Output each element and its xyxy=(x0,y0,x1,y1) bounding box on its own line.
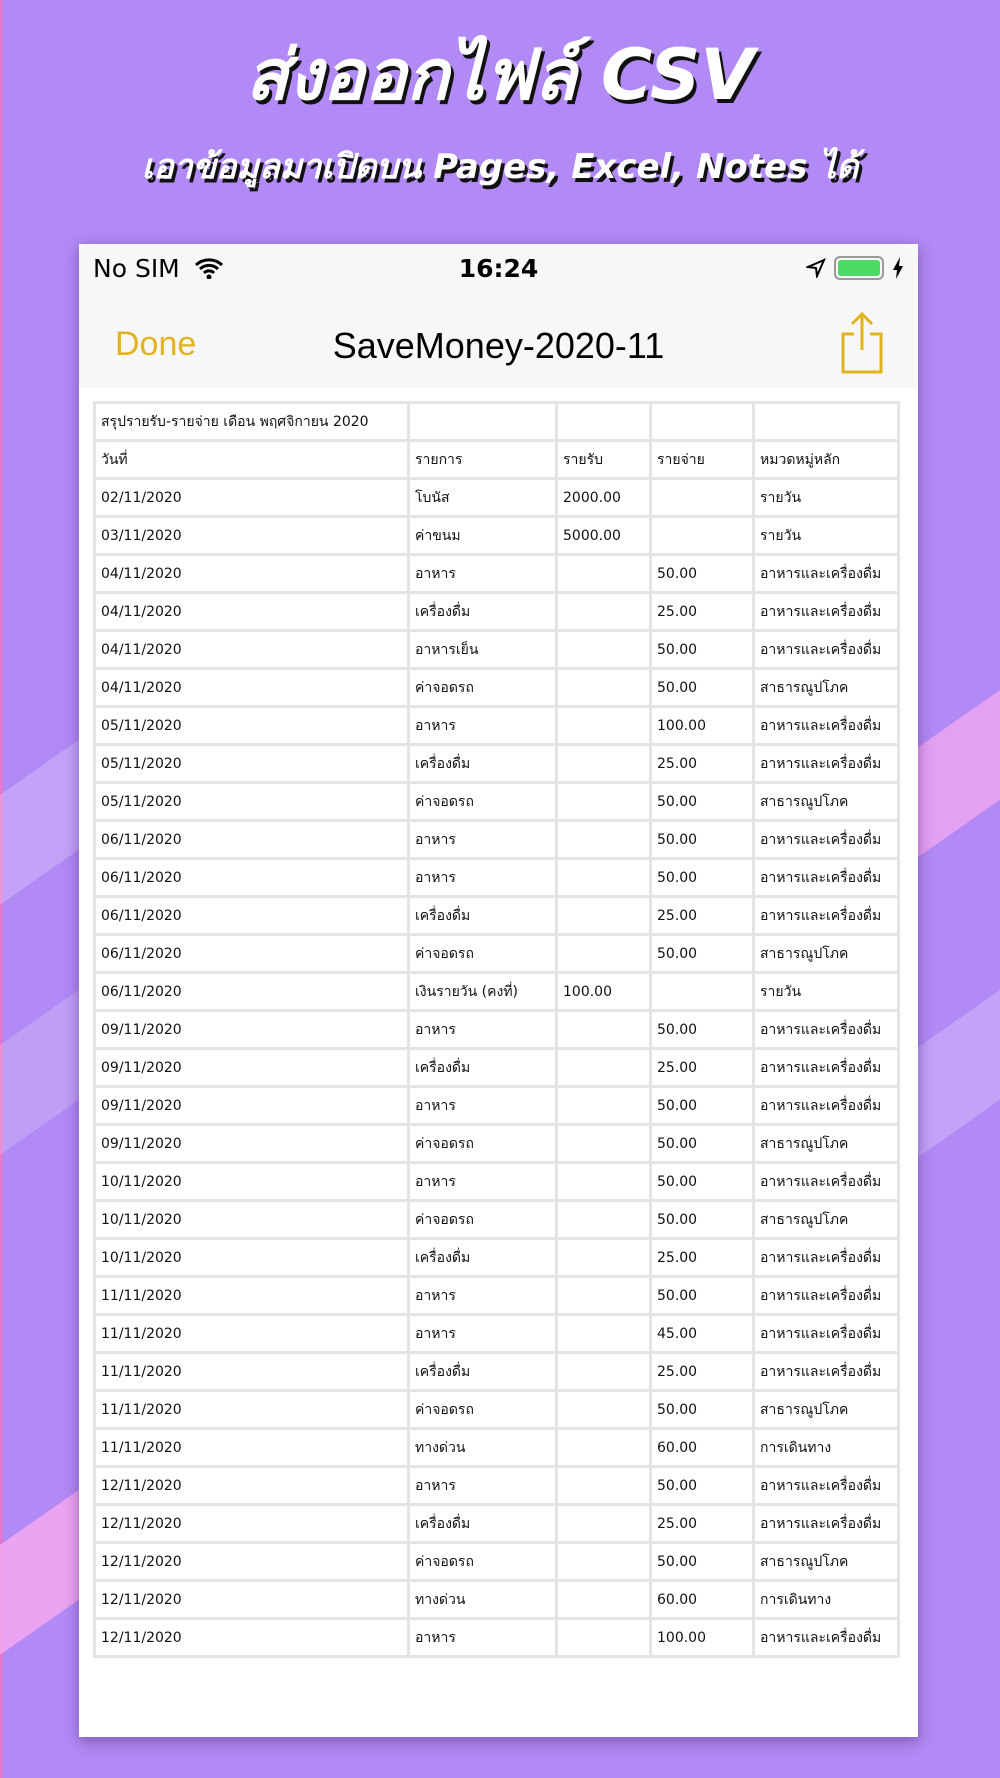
table-cell: เครื่องดื่ม xyxy=(409,745,557,783)
table-cell xyxy=(651,479,754,517)
table-cell: 06/11/2020 xyxy=(95,935,409,973)
table-cell: อาหารและเครื่องดื่ม xyxy=(754,631,899,669)
table-row xyxy=(95,783,899,821)
table-cell: เครื่องดื่ม xyxy=(409,593,557,631)
table-cell xyxy=(557,897,651,935)
table-cell: 12/11/2020 xyxy=(95,1505,409,1543)
table-row xyxy=(95,1429,899,1467)
table-cell: สาธารณูปโภค xyxy=(754,1543,899,1581)
table-cell: 09/11/2020 xyxy=(95,1011,409,1049)
table-cell: อาหาร xyxy=(409,1619,557,1657)
table-cell: อาหารและเครื่องดื่ม xyxy=(754,1087,899,1125)
table-cell: การเดินทาง xyxy=(754,1581,899,1619)
table-cell: รายจ่าย xyxy=(651,441,754,479)
table-cell: 25.00 xyxy=(651,1353,754,1391)
table-cell xyxy=(557,1087,651,1125)
table-cell: 25.00 xyxy=(651,1049,754,1087)
table-cell: ทางด่วน xyxy=(409,1581,557,1619)
battery-icon xyxy=(834,256,884,280)
table-cell: ค่าจอดรถ xyxy=(409,1543,557,1581)
table-cell: 50.00 xyxy=(651,1391,754,1429)
table-cell xyxy=(651,973,754,1011)
table-cell: 100.00 xyxy=(651,707,754,745)
table-cell: อาหารและเครื่องดื่ม xyxy=(754,1239,899,1277)
csv-table xyxy=(93,401,900,1658)
table-row xyxy=(95,745,899,783)
table-cell xyxy=(557,1201,651,1239)
table-cell xyxy=(557,783,651,821)
table-cell: 25.00 xyxy=(651,745,754,783)
table-cell xyxy=(557,1391,651,1429)
table-cell xyxy=(557,555,651,593)
table-cell xyxy=(557,935,651,973)
table-cell: อาหารและเครื่องดื่ม xyxy=(754,1011,899,1049)
table-cell: อาหารและเครื่องดื่ม xyxy=(754,1619,899,1657)
table-cell xyxy=(557,1011,651,1049)
table-cell: 2000.00 xyxy=(557,479,651,517)
table-cell: อาหารและเครื่องดื่ม xyxy=(754,1163,899,1201)
table-row xyxy=(95,631,899,669)
table-cell: 5000.00 xyxy=(557,517,651,555)
table-cell: รายวัน xyxy=(754,479,899,517)
table-cell xyxy=(557,859,651,897)
table-cell xyxy=(557,745,651,783)
table-cell: 11/11/2020 xyxy=(95,1429,409,1467)
table-row xyxy=(95,555,899,593)
table-cell: 25.00 xyxy=(651,897,754,935)
table-row xyxy=(95,973,899,1011)
nav-bar xyxy=(79,300,918,388)
table-row xyxy=(95,1201,899,1239)
table-cell: 06/11/2020 xyxy=(95,897,409,935)
table-cell: เงินรายวัน (คงที่) xyxy=(409,973,557,1011)
table-row xyxy=(95,1315,899,1353)
table-row xyxy=(95,1581,899,1619)
table-cell xyxy=(557,1429,651,1467)
table-row xyxy=(95,1619,899,1657)
table-cell: 50.00 xyxy=(651,1543,754,1581)
table-row xyxy=(95,897,899,935)
table-cell xyxy=(557,593,651,631)
table-cell xyxy=(557,1277,651,1315)
table-cell: สาธารณูปโภค xyxy=(754,1125,899,1163)
table-cell: 50.00 xyxy=(651,935,754,973)
table-cell xyxy=(557,707,651,745)
table-cell xyxy=(557,1543,651,1581)
table-row xyxy=(95,935,899,973)
table-row xyxy=(95,1239,899,1277)
table-cell: 09/11/2020 xyxy=(95,1125,409,1163)
table-cell: หมวดหมู่หลัก xyxy=(754,441,899,479)
table-cell: ค่าจอดรถ xyxy=(409,1201,557,1239)
document-title: SaveMoney-2020-11 xyxy=(332,325,665,366)
table-cell: อาหาร xyxy=(409,707,557,745)
table-cell: ทางด่วน xyxy=(409,1429,557,1467)
table-cell: อาหาร xyxy=(409,1011,557,1049)
table-cell xyxy=(557,1505,651,1543)
table-cell: อาหาร xyxy=(409,555,557,593)
table-row xyxy=(95,707,899,745)
table-cell: ค่าจอดรถ xyxy=(409,935,557,973)
table-header-row xyxy=(95,441,899,479)
carrier-label: No SIM xyxy=(93,254,180,283)
table-cell xyxy=(557,1049,651,1087)
table-cell: 25.00 xyxy=(651,593,754,631)
table-cell: อาหาร xyxy=(409,1277,557,1315)
table-cell: อาหาร xyxy=(409,1315,557,1353)
banner-title: ส่งออกไฟล์ CSV xyxy=(245,34,755,116)
table-cell: 45.00 xyxy=(651,1315,754,1353)
table-cell: สาธารณูปโภค xyxy=(754,935,899,973)
table-cell: รายรับ xyxy=(557,441,651,479)
table-cell: ค่าจอดรถ xyxy=(409,669,557,707)
table-cell: 10/11/2020 xyxy=(95,1239,409,1277)
table-cell: 04/11/2020 xyxy=(95,631,409,669)
table-row xyxy=(95,1543,899,1581)
table-cell xyxy=(651,403,754,441)
table-cell xyxy=(557,1315,651,1353)
table-row xyxy=(95,1391,899,1429)
table-cell: เครื่องดื่ม xyxy=(409,1239,557,1277)
table-cell: ค่าจอดรถ xyxy=(409,783,557,821)
table-cell: อาหารและเครื่องดื่ม xyxy=(754,555,899,593)
carrier xyxy=(93,254,224,283)
table-cell: 50.00 xyxy=(651,1277,754,1315)
table-row xyxy=(95,669,899,707)
table-cell: 12/11/2020 xyxy=(95,1543,409,1581)
table-cell: อาหารและเครื่องดื่ม xyxy=(754,897,899,935)
table-cell xyxy=(557,1581,651,1619)
table-cell: 50.00 xyxy=(651,669,754,707)
table-cell: 25.00 xyxy=(651,1505,754,1543)
table-cell: ค่าขนม xyxy=(409,517,557,555)
table-row xyxy=(95,859,899,897)
table-cell: 50.00 xyxy=(651,1125,754,1163)
table-cell: อาหาร xyxy=(409,859,557,897)
table-cell: 10/11/2020 xyxy=(95,1201,409,1239)
table-cell: 60.00 xyxy=(651,1429,754,1467)
table-cell xyxy=(651,517,754,555)
table-cell: สาธารณูปโภค xyxy=(754,669,899,707)
table-cell: สาธารณูปโภค xyxy=(754,783,899,821)
table-cell: 06/11/2020 xyxy=(95,821,409,859)
table-cell: ค่าจอดรถ xyxy=(409,1391,557,1429)
table-cell: 50.00 xyxy=(651,821,754,859)
table-cell: วันที่ xyxy=(95,441,409,479)
table-cell: เครื่องดื่ม xyxy=(409,1049,557,1087)
table-cell: 100.00 xyxy=(651,1619,754,1657)
table-cell: 03/11/2020 xyxy=(95,517,409,555)
table-cell: อาหาร xyxy=(409,821,557,859)
table-row xyxy=(95,1467,899,1505)
table-cell: 05/11/2020 xyxy=(95,745,409,783)
table-cell: สาธารณูปโภค xyxy=(754,1201,899,1239)
wifi-icon xyxy=(194,257,224,279)
table-cell: อาหารและเครื่องดื่ม xyxy=(754,821,899,859)
table-row xyxy=(95,1125,899,1163)
table-cell: 12/11/2020 xyxy=(95,1467,409,1505)
table-cell xyxy=(557,1619,651,1657)
table-cell: 50.00 xyxy=(651,1467,754,1505)
table-cell: 100.00 xyxy=(557,973,651,1011)
table-cell: รายวัน xyxy=(754,973,899,1011)
table-cell xyxy=(557,403,651,441)
table-cell: อาหาร xyxy=(409,1163,557,1201)
table-cell xyxy=(557,669,651,707)
table-row xyxy=(95,479,899,517)
table-cell: อาหารและเครื่องดื่ม xyxy=(754,859,899,897)
table-cell: 06/11/2020 xyxy=(95,973,409,1011)
table-cell: 04/11/2020 xyxy=(95,593,409,631)
table-cell: อาหารและเครื่องดื่ม xyxy=(754,1315,899,1353)
table-cell: โบนัส xyxy=(409,479,557,517)
location-icon xyxy=(806,258,826,278)
table-cell: 50.00 xyxy=(651,555,754,593)
table-cell: เครื่องดื่ม xyxy=(409,1505,557,1543)
table-cell: 60.00 xyxy=(651,1581,754,1619)
table-cell: 04/11/2020 xyxy=(95,669,409,707)
table-cell xyxy=(557,1239,651,1277)
table-cell: 50.00 xyxy=(651,783,754,821)
table-cell: 06/11/2020 xyxy=(95,859,409,897)
table-cell: การเดินทาง xyxy=(754,1429,899,1467)
table-cell: สรุปรายรับ-รายจ่าย เดือน พฤศจิกายน 2020 xyxy=(95,403,409,441)
charging-icon xyxy=(892,257,904,279)
table-cell: 50.00 xyxy=(651,859,754,897)
table-cell xyxy=(557,1467,651,1505)
table-row xyxy=(95,1049,899,1087)
table-cell: 50.00 xyxy=(651,1163,754,1201)
table-cell: 11/11/2020 xyxy=(95,1353,409,1391)
table-cell: 11/11/2020 xyxy=(95,1391,409,1429)
table-row xyxy=(95,1353,899,1391)
table-cell: อาหารและเครื่องดื่ม xyxy=(754,745,899,783)
table-cell xyxy=(754,403,899,441)
table-cell: 02/11/2020 xyxy=(95,479,409,517)
table-cell: สาธารณูปโภค xyxy=(754,1391,899,1429)
table-row xyxy=(95,1011,899,1049)
status-bar xyxy=(79,244,918,300)
table-cell: 09/11/2020 xyxy=(95,1087,409,1125)
table-cell: 04/11/2020 xyxy=(95,555,409,593)
table-cell: รายการ xyxy=(409,441,557,479)
banner-subtitle: เอาข้อมูลมาเปิดบน Pages, Excel, Notes ได้ xyxy=(141,147,859,187)
table-row xyxy=(95,821,899,859)
table-row xyxy=(95,1277,899,1315)
table-cell: 09/11/2020 xyxy=(95,1049,409,1087)
table-cell xyxy=(409,403,557,441)
done-button[interactable]: Done xyxy=(115,325,197,363)
table-cell: อาหารและเครื่องดื่ม xyxy=(754,1505,899,1543)
table-cell: ค่าจอดรถ xyxy=(409,1125,557,1163)
table-cell: เครื่องดื่ม xyxy=(409,1353,557,1391)
table-cell: 50.00 xyxy=(651,1087,754,1125)
table-cell: อาหารเย็น xyxy=(409,631,557,669)
phone-screen xyxy=(79,244,918,1737)
table-row xyxy=(95,1505,899,1543)
table-row xyxy=(95,517,899,555)
table-cell: 12/11/2020 xyxy=(95,1619,409,1657)
table-cell xyxy=(557,1353,651,1391)
table-cell: 11/11/2020 xyxy=(95,1315,409,1353)
table-cell: 05/11/2020 xyxy=(95,783,409,821)
table-cell xyxy=(557,821,651,859)
table-cell: อาหารและเครื่องดื่ม xyxy=(754,1277,899,1315)
table-cell: 25.00 xyxy=(651,1239,754,1277)
table-cell: อาหารและเครื่องดื่ม xyxy=(754,593,899,631)
table-title-row xyxy=(95,403,899,441)
table-cell: อาหาร xyxy=(409,1087,557,1125)
table-cell: 05/11/2020 xyxy=(95,707,409,745)
table-cell: 50.00 xyxy=(651,1201,754,1239)
table-cell: อาหาร xyxy=(409,1467,557,1505)
table-cell: เครื่องดื่ม xyxy=(409,897,557,935)
table-cell: 50.00 xyxy=(651,1011,754,1049)
table-cell: อาหารและเครื่องดื่ม xyxy=(754,1353,899,1391)
share-icon[interactable] xyxy=(840,312,884,374)
table-cell xyxy=(557,631,651,669)
table-row xyxy=(95,1087,899,1125)
table-cell: 12/11/2020 xyxy=(95,1581,409,1619)
table-cell xyxy=(557,1163,651,1201)
table-cell: 10/11/2020 xyxy=(95,1163,409,1201)
table-cell: อาหารและเครื่องดื่ม xyxy=(754,707,899,745)
table-row xyxy=(95,1163,899,1201)
clock: 16:24 xyxy=(458,254,539,283)
table-cell: รายวัน xyxy=(754,517,899,555)
table-cell: 11/11/2020 xyxy=(95,1277,409,1315)
table-cell: อาหารและเครื่องดื่ม xyxy=(754,1467,899,1505)
table-row xyxy=(95,593,899,631)
table-cell: อาหารและเครื่องดื่ม xyxy=(754,1049,899,1087)
table-cell: 50.00 xyxy=(651,631,754,669)
table-cell xyxy=(557,1125,651,1163)
